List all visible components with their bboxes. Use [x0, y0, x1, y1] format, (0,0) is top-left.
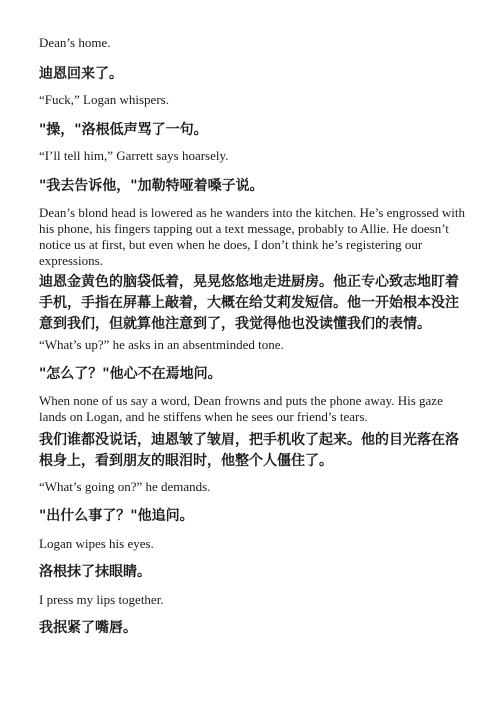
paragraph-zh: "怎么了？"他心不在焉地问。 [39, 366, 222, 382]
paragraph-en: Logan wipes his eyes. [39, 536, 154, 551]
paragraph-zh: "我去告诉他，"加勒特哑着嗓子说。 [39, 178, 264, 194]
paragraph-zh: 迪恩金黄色的脑袋低着，晃晃悠悠地走进厨房。他正专心致志地盯着手机，手指在屏幕上敲着，大概在给艾莉发短信。他一开始根本没注意到我们，但就算他注意到了，我觉得他也没读懂我们的表情。 [39, 274, 459, 332]
paragraph-en: Dean’s blond head is lowered as he wanders into the kitchen. He’s engrossed with his phone, his fingers tapping out a text message, probably to Allie. He doesn’t notice us at first, but even when he does, I don’t think he’s registering our expressions. [39, 205, 466, 268]
paragraph-zh: 我抿紧了嘴唇。 [39, 620, 137, 636]
paragraph-zh: "出什么事了？"他追问。 [39, 508, 194, 524]
paragraph-en: When none of us say a word, Dean frowns and puts the phone away. His gaze lands on Logan, and he stiffens when he sees our friend’s tears. [39, 393, 443, 424]
paragraph-en: “Fuck,” Logan whispers. [39, 92, 169, 107]
paragraph-en: Dean’s home. [39, 35, 111, 50]
paragraph-zh: 迪恩回来了。 [39, 66, 123, 82]
paragraph-en: I press my lips together. [39, 592, 164, 607]
paragraph-en: “I’ll tell him,” Garrett says hoarsely. [39, 148, 229, 163]
paragraph-zh: 我们谁都没说话，迪恩皱了皱眉，把手机收了起来。他的目光落在洛根身上，看到朋友的眼泪时，他整个人僵住了。 [39, 432, 459, 469]
paragraph-zh: 洛根抹了抹眼睛。 [39, 564, 151, 580]
paragraph-en: “What’s up?” he asks in an absentminded tone. [39, 337, 284, 352]
paragraph-en: “What’s going on?” he demands. [39, 479, 211, 494]
paragraph-zh: "操，"洛根低声骂了一句。 [39, 122, 208, 138]
